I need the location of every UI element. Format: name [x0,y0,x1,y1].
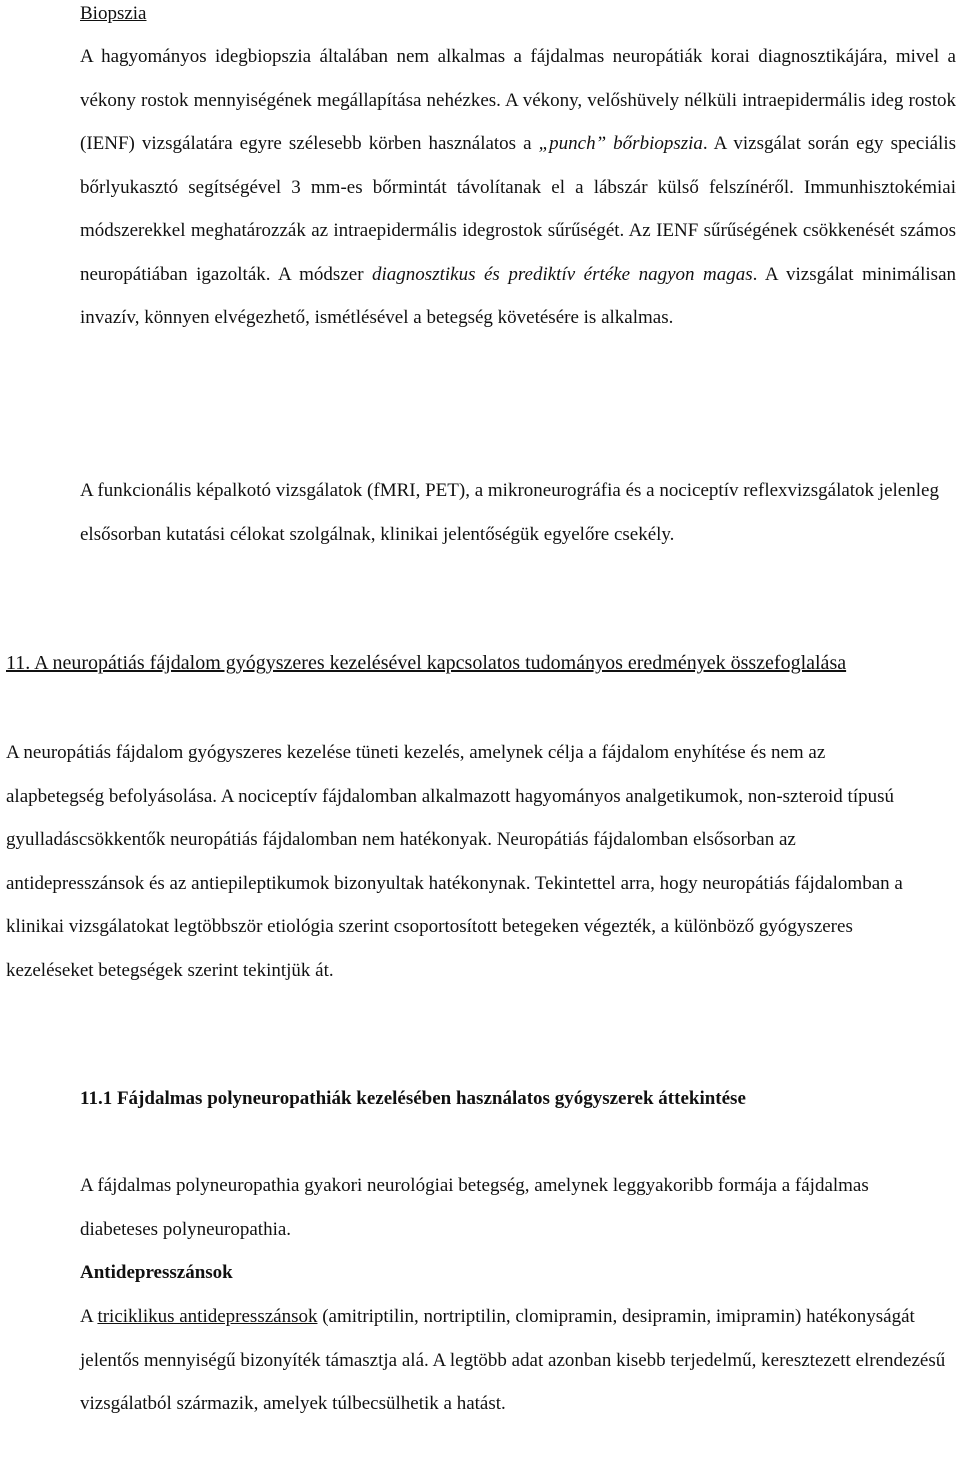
funkcionalis-paragraph: A funkcionális képalkotó vizsgálatok (fMRI, PET), a mikroneurográfia és a nociceptív reflexvizsgálatok jelenleg elsősorban kutatási célokat szolgálnak, klinikai jelentőségük egyelőre csekély. [80,480,939,545]
biopszia-text-1: A hagyományos idegbiopszia általában nem alkalmas a fájdalmas neuropátiák korai diagnosztikájára, mivel a vékony rostok mennyiségének megállapítása nehézkes. A vékony, velőshüvely nélküli intraepidermális ideg rostok (IENF) vizsgálatára egyre szélesebb körben használatos a [80,46,956,154]
antidepresszansok-text-1: A [80,1306,98,1327]
biopszia-text-2: . A vizsgálat során egy speciális bőrlyukasztó segítségével 3 mm-es bőrmintát távolítanak el a lábszár külső felszínéről. Immunhisztokémiai módszerekkel meghatározzák az intraepidermális idegrostok sűrűségét. Az IENF sűrűségének csökkenését számos neuropátiában igazolták. A módszer [80,133,956,285]
biopszia-heading: Biopszia [80,3,147,24]
biopszia-text-3: . A vizsgálat minimálisan invazív, könnyen elvégezhető, ismétlésével a betegség követésére is alkalmas. [80,263,957,328]
section-11-heading: 11. A neuropátiás fájdalom gyógyszeres kezelésével kapcsolatos tudományos eredmények összefoglalása [6,652,847,674]
biopszia-italic-punch: „punch” bőrbiopszia [538,133,703,154]
biopszia-paragraph [80,35,956,340]
biopszia-italic-ertek: diagnosztikus és prediktív értéke nagyon magas [372,263,753,285]
section-11-1-paragraph: A fájdalmas polyneuropathia gyakori neurológiai betegség, amelynek leggyakoribb formája a fájdalmas diabeteses polyneuropathia. [80,1175,869,1240]
antidepresszansok-heading: Antidepresszánsok [80,1262,233,1283]
section-11-1-heading: 11.1 Fájdalmas polyneuropathiák kezelésében használatos gyógyszerek áttekintése [80,1088,746,1109]
antidepresszansok-paragraph [80,1295,956,1426]
section-11-paragraph: A neuropátiás fájdalom gyógyszeres kezelése tüneti kezelés, amelynek célja a fájdalom enyhítése és nem az alapbetegség befolyásolása. A nociceptív fájdalomban alkalmazott hagyományos analgetikumok, non-szteroid típusú gyulladáscsökkentők neuropátiás fájdalomban nem hatékonyak. Neuropátiás fájdalomban elsősorban az antidepresszánsok és az antiepileptikumok bizonyultak hatékonynak. Tekintettel arra, hogy neuropátiás fájdalomban a klinikai vizsgálatokat legtöbbször etiológia szerint csoportosított betegeken végezték, a különböző gyógyszeres kezeléseket betegségek szerint tekintjük át. [6,742,903,981]
triciklikus-link[interactable]: triciklikus antidepresszánsok [97,1306,318,1327]
antidepresszansok-text-2: (amitriptilin, nortriptilin, clomipramin, desipramin, imipramin) hatékonyságát jelentős mennyiségű bizonyíték támasztja alá. A legtöbb adat azonban kisebb terjedelmű, keresztezett elrendezésű vizsgálatból származik, amelyek túlbecsülhetik a hatást. [80,1306,946,1414]
